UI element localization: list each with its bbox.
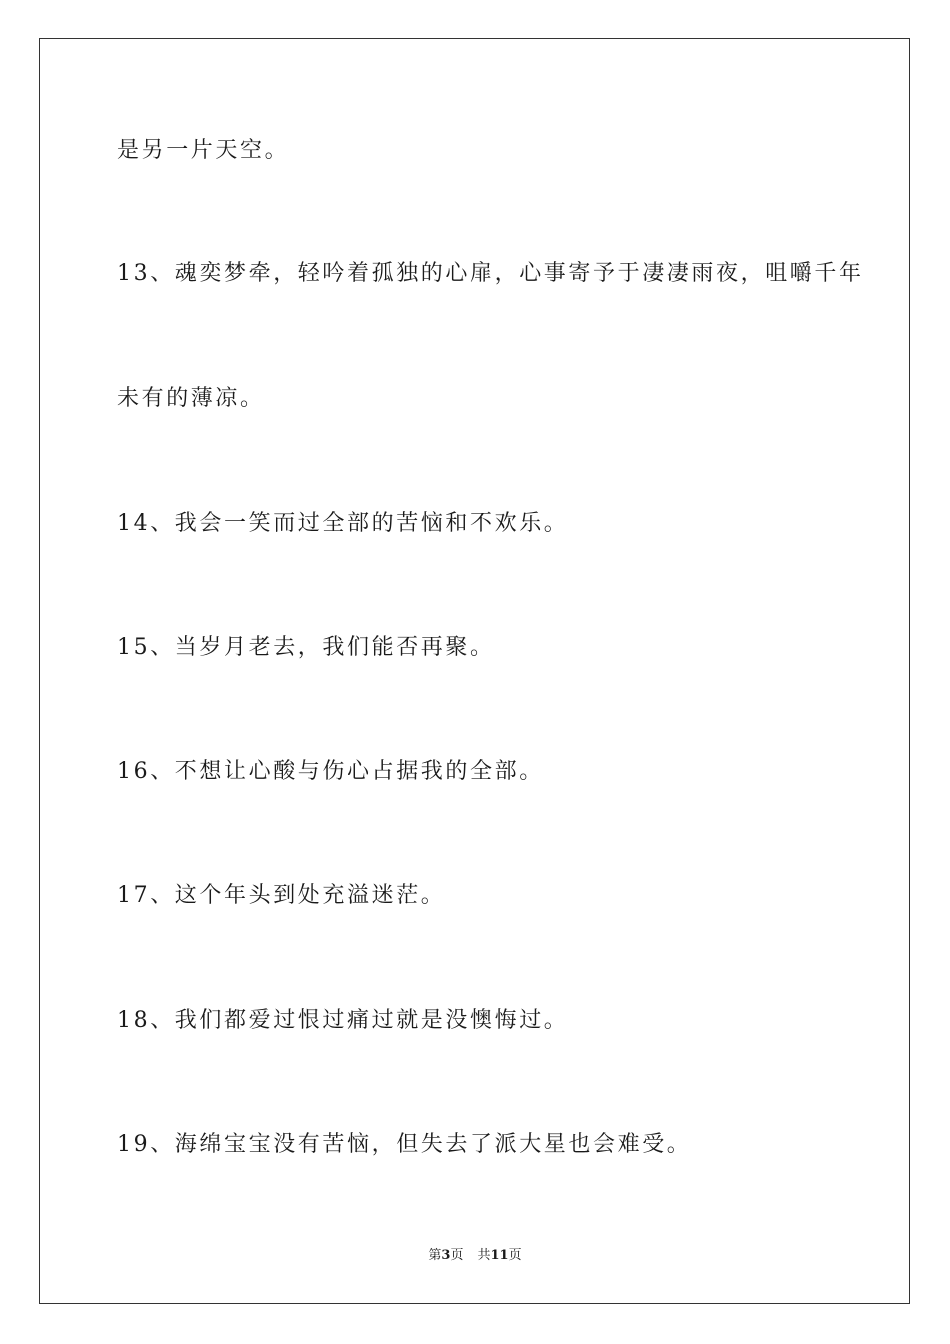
footer-page-number: 3 xyxy=(441,1248,451,1263)
footer-total-pages: 11 xyxy=(490,1248,509,1263)
footer-page-suffix: 页 xyxy=(450,1248,464,1263)
footer-page-prefix: 第 xyxy=(428,1248,442,1263)
text-line-item-13: 13、魂奕梦牵，轻吟着孤独的心扉，心事寄予于凄凄雨夜，咀嚼千年 xyxy=(117,261,864,286)
text-line-item-16: 16、不想让心酸与伤心占据我的全部。 xyxy=(117,759,544,784)
footer-total-suffix: 页 xyxy=(508,1248,522,1263)
page-footer xyxy=(0,1247,950,1265)
text-line-item-18: 18、我们都爱过恨过痛过就是没懊悔过。 xyxy=(117,1008,569,1033)
text-line-item-17: 17、这个年头到处充溢迷茫。 xyxy=(117,883,446,908)
page-border xyxy=(39,38,910,1304)
text-line-continuation: 是另一片天空。 xyxy=(117,138,290,163)
text-line-item-14: 14、我会一笑而过全部的苦恼和不欢乐。 xyxy=(117,511,569,536)
text-line-item-13-continuation: 未有的薄凉。 xyxy=(117,386,265,411)
text-line-item-19: 19、海绵宝宝没有苦恼，但失去了派大星也会难受。 xyxy=(117,1132,692,1157)
text-line-item-15: 15、当岁月老去，我们能否再聚。 xyxy=(117,635,495,660)
footer-total-prefix: 共 xyxy=(477,1248,491,1263)
